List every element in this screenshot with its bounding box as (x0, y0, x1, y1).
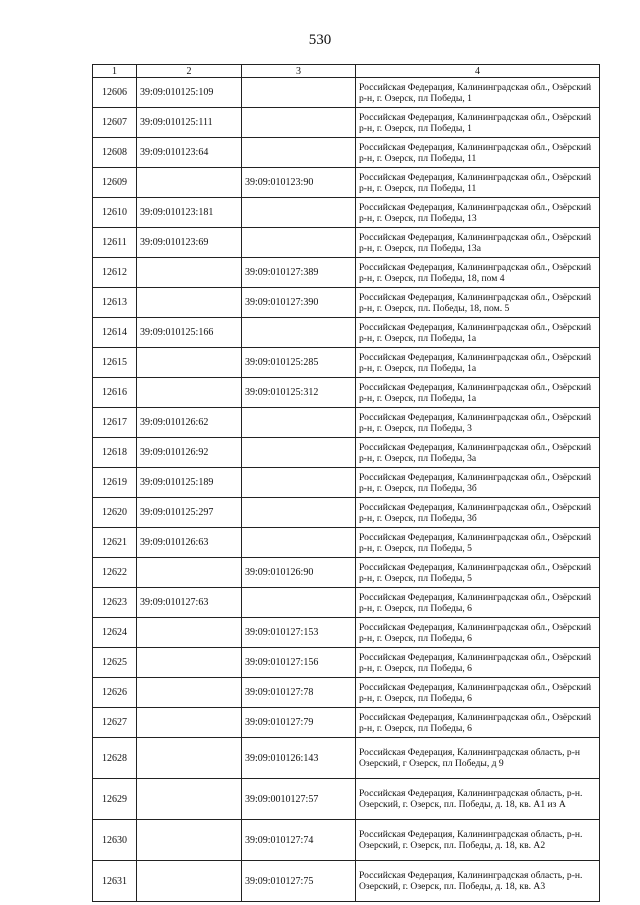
row-number: 12606 (93, 78, 137, 108)
row-number: 12628 (93, 738, 137, 779)
cadastral-number-building: 39:09:010126:143 (242, 738, 356, 779)
cadastral-number-building: 39:09:010127:78 (242, 678, 356, 708)
cadastral-number-building: 39:09:010127:390 (242, 288, 356, 318)
table-row (93, 708, 600, 738)
cadastral-number-land: 39:09:010125:189 (137, 468, 242, 498)
table-row (93, 408, 600, 438)
cadastral-number-building: 39:09:010127:153 (242, 618, 356, 648)
cadastral-number-land (137, 779, 242, 820)
row-number: 12627 (93, 708, 137, 738)
cadastral-number-land (137, 820, 242, 861)
row-number: 12617 (93, 408, 137, 438)
cadastral-number-building: 39:09:010127:79 (242, 708, 356, 738)
table-row (93, 528, 600, 558)
row-number: 12624 (93, 618, 137, 648)
table-row (93, 228, 600, 258)
cadastral-number-building (242, 408, 356, 438)
cadastral-number-building (242, 588, 356, 618)
cadastral-number-land (137, 348, 242, 378)
row-number: 12626 (93, 678, 137, 708)
address: Российская Федерация, Калининградская область, р-н Озерский, г Озерск, пл Победы, д 9 (356, 738, 600, 779)
cadastral-number-land (137, 648, 242, 678)
address: Российская Федерация, Калининградская обл., Озёрский р-н, г. Озерск, пл Победы, 18, пом 4 (356, 258, 600, 288)
cadastral-number-land (137, 861, 242, 902)
table-row (93, 198, 600, 228)
cadastral-number-building (242, 438, 356, 468)
column-header-1: 1 (93, 65, 137, 78)
table-row (93, 138, 600, 168)
address: Российская Федерация, Калининградская обл., Озёрский р-н, г. Озерск, пл Победы, 11 (356, 138, 600, 168)
row-number: 12608 (93, 138, 137, 168)
table-row (93, 498, 600, 528)
cadastral-number-land: 39:09:010127:63 (137, 588, 242, 618)
row-number: 12616 (93, 378, 137, 408)
cadastral-number-land (137, 378, 242, 408)
address: Российская Федерация, Калининградская обл., Озёрский р-н, г. Озерск, пл Победы, 6 (356, 618, 600, 648)
row-number: 12631 (93, 861, 137, 902)
row-number: 12621 (93, 528, 137, 558)
table-row (93, 861, 600, 902)
cadastral-number-building: 39:09:010127:389 (242, 258, 356, 288)
column-header-2: 2 (137, 65, 242, 78)
row-number: 12607 (93, 108, 137, 138)
address: Российская Федерация, Калининградская обл., Озёрский р-н, г. Озерск, пл Победы, 5 (356, 558, 600, 588)
address: Российская Федерация, Калининградская обл., Озёрский р-н, г. Озерск, пл Победы, 3б (356, 498, 600, 528)
cadastral-number-land: 39:09:010125:297 (137, 498, 242, 528)
row-number: 12615 (93, 348, 137, 378)
table-row (93, 558, 600, 588)
cadastral-number-land: 39:09:010126:63 (137, 528, 242, 558)
cadastral-number-building (242, 108, 356, 138)
address: Российская Федерация, Калининградская обл., Озёрский р-н, г. Озерск, пл Победы, 13а (356, 228, 600, 258)
row-number: 12620 (93, 498, 137, 528)
address: Российская Федерация, Калининградская обл., Озёрский р-н, г. Озерск, пл Победы, 3 (356, 408, 600, 438)
cadastral-number-building: 39:09:010123:90 (242, 168, 356, 198)
row-number: 12609 (93, 168, 137, 198)
row-number: 12618 (93, 438, 137, 468)
cadastral-number-building: 39:09:010125:312 (242, 378, 356, 408)
row-number: 12629 (93, 779, 137, 820)
address: Российская Федерация, Калининградская обл., Озёрский р-н, г. Озерск, пл Победы, 1 (356, 108, 600, 138)
table-row (93, 588, 600, 618)
column-header-4: 4 (356, 65, 600, 78)
cadastral-number-land: 39:09:010125:111 (137, 108, 242, 138)
table-row (93, 738, 600, 779)
cadastral-number-building (242, 318, 356, 348)
cadastral-number-land: 39:09:010125:109 (137, 78, 242, 108)
address: Российская Федерация, Калининградская обл., Озёрский р-н, г. Озерск, пл Победы, 3б (356, 468, 600, 498)
cadastral-number-land (137, 678, 242, 708)
cadastral-number-land: 39:09:010126:92 (137, 438, 242, 468)
table-row (93, 288, 600, 318)
cadastral-number-land: 39:09:010123:69 (137, 228, 242, 258)
cadastral-number-building (242, 78, 356, 108)
row-number: 12611 (93, 228, 137, 258)
address: Российская Федерация, Калининградская обл., Озёрский р-н, г. Озерск, пл Победы, 6 (356, 588, 600, 618)
row-number: 12623 (93, 588, 137, 618)
cadastral-number-building: 39:09:010125:285 (242, 348, 356, 378)
cadastral-number-building: 39:09:0010127:57 (242, 779, 356, 820)
address: Российская Федерация, Калининградская обл., Озёрский р-н, г. Озерск, пл Победы, 3а (356, 438, 600, 468)
cadastral-number-building: 39:09:010127:74 (242, 820, 356, 861)
cadastral-number-land (137, 558, 242, 588)
address: Российская Федерация, Калининградская обл., Озёрский р-н, г. Озерск, пл Победы, 1а (356, 348, 600, 378)
cadastral-number-building: 39:09:010127:75 (242, 861, 356, 902)
cadastral-number-land: 39:09:010126:62 (137, 408, 242, 438)
address: Российская Федерация, Калининградская обл., Озёрский р-н, г. Озерск, пл Победы, 1а (356, 318, 600, 348)
cadastral-number-land (137, 738, 242, 779)
table-row (93, 78, 600, 108)
page-number: 530 (308, 32, 332, 48)
address: Российская Федерация, Калининградская область, р-н. Озерский, г. Озерск, пл. Победы, д. 18, кв. А1 из А (356, 779, 600, 820)
row-number: 12610 (93, 198, 137, 228)
table-row (93, 678, 600, 708)
address: Российская Федерация, Калининградская обл., Озёрский р-н, г. Озерск, пл. Победы, 18, пом. 5 (356, 288, 600, 318)
address: Российская Федерация, Калининградская обл., Озёрский р-н, г. Озерск, пл Победы, 11 (356, 168, 600, 198)
cadastral-number-building: 39:09:010126:90 (242, 558, 356, 588)
row-number: 12622 (93, 558, 137, 588)
cadastral-number-land (137, 708, 242, 738)
cadastral-number-building (242, 498, 356, 528)
cadastral-number-building (242, 228, 356, 258)
cadastral-number-building (242, 138, 356, 168)
row-number: 12630 (93, 820, 137, 861)
column-header-3: 3 (242, 65, 356, 78)
row-number: 12613 (93, 288, 137, 318)
address: Российская Федерация, Калининградская обл., Озёрский р-н, г. Озерск, пл Победы, 1а (356, 378, 600, 408)
table-row (93, 438, 600, 468)
row-number: 12619 (93, 468, 137, 498)
row-number: 12625 (93, 648, 137, 678)
cadastral-number-land: 39:09:010123:64 (137, 138, 242, 168)
cadastral-number-building (242, 468, 356, 498)
cadastral-number-land (137, 288, 242, 318)
address: Российская Федерация, Калининградская обл., Озёрский р-н, г. Озерск, пл Победы, 1 (356, 78, 600, 108)
cadastral-number-land: 39:09:010123:181 (137, 198, 242, 228)
cadastral-number-building: 39:09:010127:156 (242, 648, 356, 678)
table-row (93, 820, 600, 861)
row-number: 12614 (93, 318, 137, 348)
address: Российская Федерация, Калининградская область, р-н. Озерский, г. Озерск, пл. Победы, д. 18, кв. А3 (356, 861, 600, 902)
registry-table (92, 64, 600, 902)
cadastral-number-land (137, 258, 242, 288)
cadastral-number-land: 39:09:010125:166 (137, 318, 242, 348)
table-row (93, 318, 600, 348)
table-row (93, 378, 600, 408)
table-row (93, 168, 600, 198)
address: Российская Федерация, Калининградская обл., Озёрский р-н, г. Озерск, пл Победы, 6 (356, 678, 600, 708)
header-row (93, 65, 600, 78)
table-row (93, 108, 600, 138)
table-row (93, 468, 600, 498)
address: Российская Федерация, Калининградская область, р-н. Озерский, г. Озерск, пл. Победы, д. 18, кв. А2 (356, 820, 600, 861)
cadastral-number-land (137, 618, 242, 648)
table-row (93, 348, 600, 378)
cadastral-number-building (242, 528, 356, 558)
table-row (93, 618, 600, 648)
table-row (93, 258, 600, 288)
address: Российская Федерация, Калининградская обл., Озёрский р-н, г. Озерск, пл Победы, 13 (356, 198, 600, 228)
cadastral-number-building (242, 198, 356, 228)
row-number: 12612 (93, 258, 137, 288)
address: Российская Федерация, Калининградская обл., Озёрский р-н, г. Озерск, пл Победы, 6 (356, 648, 600, 678)
cadastral-number-land (137, 168, 242, 198)
table-row (93, 648, 600, 678)
address: Российская Федерация, Калининградская обл., Озёрский р-н, г. Озерск, пл Победы, 5 (356, 528, 600, 558)
table-row (93, 779, 600, 820)
address: Российская Федерация, Калининградская обл., Озёрский р-н, г. Озерск, пл Победы, 6 (356, 708, 600, 738)
